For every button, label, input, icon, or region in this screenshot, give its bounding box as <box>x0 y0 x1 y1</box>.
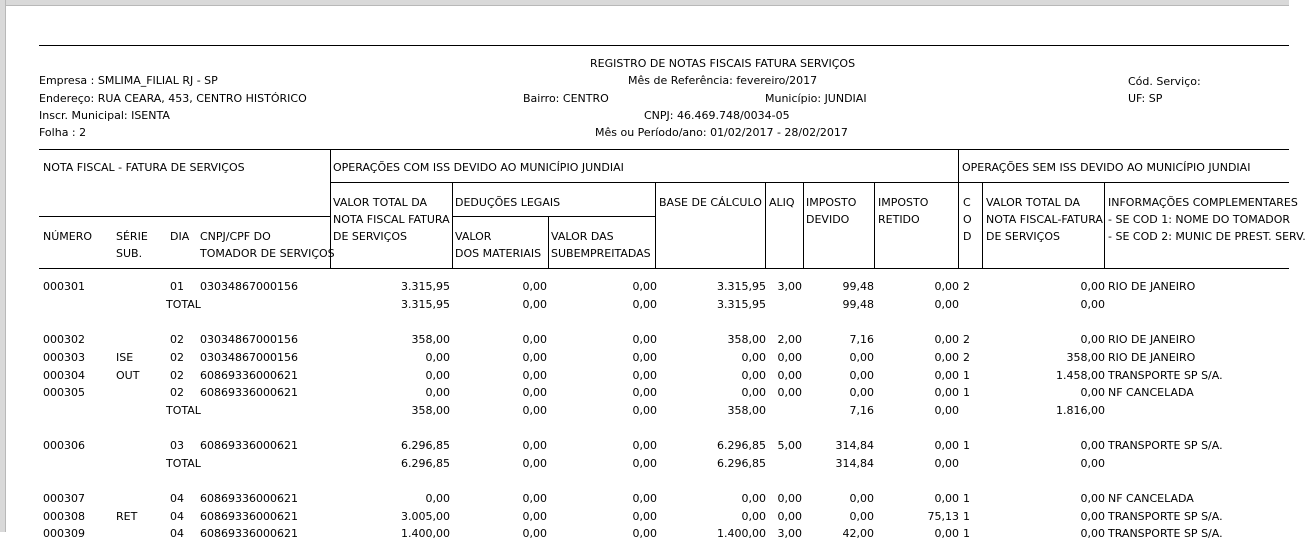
cell-sub: 0,00 <box>632 457 657 470</box>
cell-retido: 0,00 <box>934 404 959 417</box>
col-cod-2: O <box>963 213 972 226</box>
cell-valor: 3.315,95 <box>401 280 450 293</box>
cell-retido: 0,00 <box>934 439 959 452</box>
cell-numero: 000306 <box>43 439 85 452</box>
cell-mat: 0,00 <box>522 333 547 346</box>
cell-devido: 314,84 <box>835 439 874 452</box>
company-name: Empresa : SMLIMA_FILIAL RJ - SP <box>39 74 218 87</box>
cell-devido: 0,00 <box>849 369 874 382</box>
col-serie-2: SUB. <box>116 247 143 260</box>
cell-cod: 1 <box>963 439 970 452</box>
cell-sub: 0,00 <box>632 369 657 382</box>
header-top-rule <box>39 45 1289 46</box>
cell-sub: 0,00 <box>632 404 657 417</box>
cell-base: 0,00 <box>741 492 766 505</box>
col-valor-materiais-1: VALOR <box>455 230 492 243</box>
col-divider <box>655 182 656 269</box>
cell-aliq: 0,00 <box>777 351 802 364</box>
cell-sub: 0,00 <box>632 439 657 452</box>
col-imposto-devido-2: DEVIDO <box>806 213 850 226</box>
cell-dia: TOTAL <box>166 404 201 417</box>
cell-mat: 0,00 <box>522 492 547 505</box>
cell-dia: 01 <box>170 280 184 293</box>
col-imposto-retido-1: IMPOSTO <box>878 196 929 209</box>
cell-devido: 99,48 <box>842 280 874 293</box>
col-info-1: INFORMAÇÕES COMPLEMENTARES <box>1108 196 1298 209</box>
col-valor-total-1: VALOR TOTAL DA <box>333 196 428 209</box>
cell-dia: 02 <box>170 386 184 399</box>
col-valor-total-sem-3: DE SERVIÇOS <box>986 230 1060 243</box>
cell-retido: 0,00 <box>934 280 959 293</box>
cell-mat: 0,00 <box>522 386 547 399</box>
cell-aliq: 3,00 <box>777 527 802 540</box>
cell-info: TRANSPORTE SP S/A. <box>1108 369 1223 382</box>
cell-dia: 02 <box>170 351 184 364</box>
cell-base: 0,00 <box>741 386 766 399</box>
cell-info: RIO DE JANEIRO <box>1108 351 1196 364</box>
cell-cod: 1 <box>963 369 970 382</box>
col-divider <box>874 182 875 269</box>
cell-info: NF CANCELADA <box>1108 492 1194 505</box>
cell-devido: 99,48 <box>842 298 874 311</box>
cell-serie: ISE <box>116 351 134 364</box>
col-valor-total-sem-2: NOTA FISCAL-FATURA <box>986 213 1103 226</box>
cell-devido: 0,00 <box>849 351 874 364</box>
cell-base: 6.296,85 <box>717 457 766 470</box>
cell-numero: 000302 <box>43 333 85 346</box>
cell-base: 358,00 <box>727 333 766 346</box>
col-info-3: - SE COD 2: MUNIC DE PREST. SERV. <box>1108 230 1306 243</box>
municipal-registration: Inscr. Municipal: ISENTA <box>39 109 170 122</box>
col-valor-total-sem-1: VALOR TOTAL DA <box>986 196 1081 209</box>
cell-dia: TOTAL <box>166 298 201 311</box>
table-top-rule <box>39 149 1289 150</box>
cell-dia: 02 <box>170 333 184 346</box>
cell-info: TRANSPORTE SP S/A. <box>1108 527 1223 540</box>
cell-aliq: 5,00 <box>777 439 802 452</box>
sheet-number: Folha : 2 <box>39 126 87 139</box>
col-divider <box>452 182 453 269</box>
cell-aliq: 0,00 <box>777 492 802 505</box>
cell-sub: 0,00 <box>632 527 657 540</box>
cell-dia: TOTAL <box>166 457 201 470</box>
col-divider <box>1104 182 1105 269</box>
cell-mat: 0,00 <box>522 457 547 470</box>
cell-valor: 358,00 <box>411 404 450 417</box>
cell-devido: 0,00 <box>849 510 874 523</box>
cell-mat: 0,00 <box>522 298 547 311</box>
col-valor-subempreitadas-2: SUBEMPREITADAS <box>551 247 651 260</box>
cell-devido: 7,16 <box>849 404 874 417</box>
cell-mat: 0,00 <box>522 510 547 523</box>
cell-aliq: 0,00 <box>777 386 802 399</box>
col-cnpj-1: CNPJ/CPF DO <box>200 230 271 243</box>
cell-cnpj: 03034867000156 <box>200 333 298 346</box>
cell-aliq: 0,00 <box>777 369 802 382</box>
cell-valor: 0,00 <box>425 386 450 399</box>
cell-aliq: 0,00 <box>777 510 802 523</box>
cell-retido: 0,00 <box>934 298 959 311</box>
cell-cod: 2 <box>963 351 970 364</box>
cell-dia: 03 <box>170 439 184 452</box>
cell-base: 6.296,85 <box>717 439 766 452</box>
col-numero: NÚMERO <box>43 230 93 243</box>
col-group-sem-iss: OPERAÇÕES SEM ISS DEVIDO AO MUNICÍPIO JUNDIAI <box>962 161 1251 174</box>
cell-cod: 1 <box>963 527 970 540</box>
col-serie-1: SÉRIE <box>116 230 148 243</box>
cell-mat: 0,00 <box>522 404 547 417</box>
cell-base: 1.400,00 <box>717 527 766 540</box>
cell-mat: 0,00 <box>522 351 547 364</box>
cell-cnpj: 03034867000156 <box>200 280 298 293</box>
cell-cod: 1 <box>963 492 970 505</box>
cell-devido: 42,00 <box>842 527 874 540</box>
cell-valor: 3.005,00 <box>401 510 450 523</box>
cell-dia: 04 <box>170 510 184 523</box>
cell-base: 358,00 <box>727 404 766 417</box>
district: Bairro: CENTRO <box>523 92 609 105</box>
cell-base: 3.315,95 <box>717 298 766 311</box>
cell-valor: 0,00 <box>425 492 450 505</box>
cell-numero: 000307 <box>43 492 85 505</box>
cell-retido: 0,00 <box>934 369 959 382</box>
cell-cnpj: 60869336000621 <box>200 439 298 452</box>
cell-sub: 0,00 <box>632 333 657 346</box>
cell-serie: RET <box>116 510 138 523</box>
col-cod-3: D <box>963 230 972 243</box>
col-group-nota-fiscal: NOTA FISCAL - FATURA DE SERVIÇOS <box>43 161 245 174</box>
cell-mat: 0,00 <box>522 527 547 540</box>
report-title: REGISTRO DE NOTAS FISCAIS FATURA SERVIÇOS <box>590 57 856 70</box>
state: UF: SP <box>1128 92 1163 105</box>
cell-valor-sem: 0,00 <box>1080 527 1105 540</box>
cell-mat: 0,00 <box>522 280 547 293</box>
municipality: Município: JUNDIAI <box>765 92 867 105</box>
cell-devido: 7,16 <box>849 333 874 346</box>
cell-valor: 3.315,95 <box>401 298 450 311</box>
cell-numero: 000301 <box>43 280 85 293</box>
cell-cnpj: 03034867000156 <box>200 351 298 364</box>
cell-valor-sem: 0,00 <box>1080 333 1105 346</box>
col-divider <box>765 182 766 269</box>
cell-cnpj: 60869336000621 <box>200 492 298 505</box>
cell-valor-sem: 0,00 <box>1080 439 1105 452</box>
col-valor-total-3: DE SERVIÇOS <box>333 230 407 243</box>
cell-sub: 0,00 <box>632 492 657 505</box>
cell-sub: 0,00 <box>632 510 657 523</box>
company-cnpj: CNPJ: 46.469.748/0034-05 <box>644 109 790 122</box>
cell-cod: 2 <box>963 280 970 293</box>
cell-sub: 0,00 <box>632 280 657 293</box>
cell-devido: 0,00 <box>849 386 874 399</box>
cell-retido: 75,13 <box>927 510 959 523</box>
deductions-rule <box>452 216 655 217</box>
cell-valor-sem: 1.458,00 <box>1056 369 1105 382</box>
group-header-rule <box>330 182 1289 183</box>
cell-devido: 314,84 <box>835 457 874 470</box>
cell-retido: 0,00 <box>934 527 959 540</box>
cell-serie: OUT <box>116 369 140 382</box>
cell-numero: 000309 <box>43 527 85 540</box>
col-divider <box>958 149 959 269</box>
nf-subheader-rule <box>39 216 330 217</box>
cell-valor: 6.296,85 <box>401 457 450 470</box>
cell-base: 0,00 <box>741 351 766 364</box>
cell-mat: 0,00 <box>522 439 547 452</box>
cell-valor-sem: 0,00 <box>1080 510 1105 523</box>
col-imposto-retido-2: RETIDO <box>878 213 920 226</box>
cell-dia: 04 <box>170 492 184 505</box>
cell-numero: 000308 <box>43 510 85 523</box>
cell-cod: 2 <box>963 333 970 346</box>
service-code-label: Cód. Serviço: <box>1128 75 1201 88</box>
col-info-2: - SE COD 1: NOME DO TOMADOR <box>1108 213 1291 226</box>
col-cnpj-2: TOMADOR DE SERVIÇOS <box>200 247 335 260</box>
cell-cod: 1 <box>963 386 970 399</box>
cell-cnpj: 60869336000621 <box>200 510 298 523</box>
cell-valor-sem: 0,00 <box>1080 457 1105 470</box>
col-divider <box>803 182 804 269</box>
cell-mat: 0,00 <box>522 369 547 382</box>
cell-valor-sem: 0,00 <box>1080 492 1105 505</box>
cell-cnpj: 60869336000621 <box>200 386 298 399</box>
cell-info: RIO DE JANEIRO <box>1108 333 1196 346</box>
col-valor-materiais-2: DOS MATERIAIS <box>455 247 542 260</box>
cell-valor-sem: 0,00 <box>1080 298 1105 311</box>
cell-info: NF CANCELADA <box>1108 386 1194 399</box>
cell-retido: 0,00 <box>934 386 959 399</box>
cell-numero: 000304 <box>43 369 85 382</box>
cell-valor: 0,00 <box>425 351 450 364</box>
cell-base: 0,00 <box>741 510 766 523</box>
company-address: Endereço: RUA CEARA, 453, CENTRO HISTÓRICO <box>39 92 307 105</box>
cell-aliq: 2,00 <box>777 333 802 346</box>
cell-base: 3.315,95 <box>717 280 766 293</box>
cell-dia: 04 <box>170 527 184 540</box>
cell-valor-sem: 0,00 <box>1080 280 1105 293</box>
cell-valor: 358,00 <box>411 333 450 346</box>
col-imposto-devido-1: IMPOSTO <box>806 196 857 209</box>
cell-retido: 0,00 <box>934 351 959 364</box>
cell-base: 0,00 <box>741 369 766 382</box>
cell-retido: 0,00 <box>934 492 959 505</box>
cell-valor-sem: 0,00 <box>1080 386 1105 399</box>
cell-retido: 0,00 <box>934 333 959 346</box>
cell-dia: 02 <box>170 369 184 382</box>
cell-valor-sem: 1.816,00 <box>1056 404 1105 417</box>
col-aliq: ALIQ <box>769 196 795 209</box>
cell-valor: 6.296,85 <box>401 439 450 452</box>
cell-info: RIO DE JANEIRO <box>1108 280 1196 293</box>
cell-numero: 000305 <box>43 386 85 399</box>
cell-info: TRANSPORTE SP S/A. <box>1108 439 1223 452</box>
col-cod-1: C <box>963 196 971 209</box>
cell-info: TRANSPORTE SP S/A. <box>1108 510 1223 523</box>
cell-sub: 0,00 <box>632 351 657 364</box>
col-divider <box>982 182 983 269</box>
col-valor-subempreitadas-1: VALOR DAS <box>551 230 614 243</box>
col-dia: DIA <box>170 230 190 243</box>
report-page <box>6 6 1306 540</box>
cell-retido: 0,00 <box>934 457 959 470</box>
cell-cod: 1 <box>963 510 970 523</box>
col-group-com-iss: OPERAÇÕES COM ISS DEVIDO AO MUNICÍPIO JUNDIAI <box>333 161 624 174</box>
cell-sub: 0,00 <box>632 298 657 311</box>
reference-month: Mês de Referência: fevereiro/2017 <box>628 74 818 87</box>
cell-cnpj: 60869336000621 <box>200 527 298 540</box>
table-header-bottom-rule <box>39 268 1289 269</box>
col-valor-total-2: NOTA FISCAL FATURA <box>333 213 450 226</box>
col-base-calculo: BASE DE CÁLCULO <box>659 196 762 209</box>
col-deducoes: DEDUÇÕES LEGAIS <box>455 196 561 209</box>
cell-valor-sem: 358,00 <box>1066 351 1105 364</box>
cell-valor: 1.400,00 <box>401 527 450 540</box>
col-divider <box>548 216 549 269</box>
cell-aliq: 3,00 <box>777 280 802 293</box>
cell-sub: 0,00 <box>632 386 657 399</box>
cell-cnpj: 60869336000621 <box>200 369 298 382</box>
period: Mês ou Período/ano: 01/02/2017 - 28/02/2017 <box>595 126 848 139</box>
cell-devido: 0,00 <box>849 492 874 505</box>
cell-numero: 000303 <box>43 351 85 364</box>
cell-valor: 0,00 <box>425 369 450 382</box>
